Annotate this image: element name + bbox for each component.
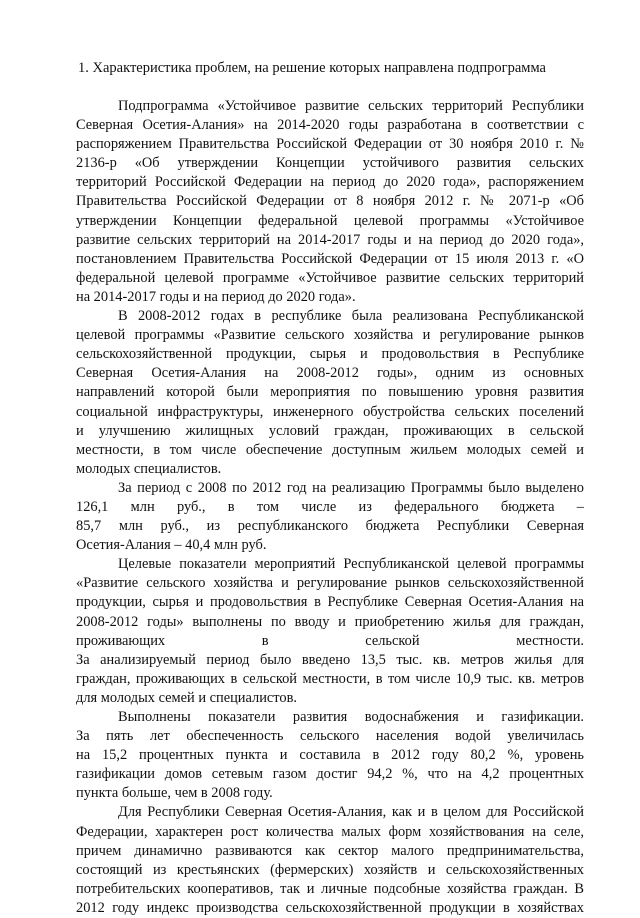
text-line: территорий Российской Федерации на период до 2020 года», распоряжением — [76, 174, 584, 191]
text-line: Осетия-Алания – 40,4 млн руб. — [76, 537, 267, 554]
text-line: 85,7 млн руб., из республиканского бюджета Республики Северная — [76, 518, 584, 535]
text-line: на 15,2 процентных пункта и составила в 2012 году 80,2 %, уровень — [76, 747, 584, 764]
text-line: проживающих в сельской местности. — [76, 632, 584, 649]
text-line: Правительства Российской Федерации от 8 ноября 2012 г. № 2071-р «Об — [76, 193, 584, 210]
text-line: молодых специалистов. — [76, 460, 222, 477]
text-line: За пять лет обеспеченность сельского населения водой увеличилась — [76, 728, 584, 745]
text-line: 2008-2012 годы» выполнены по вводу и приобретению жилья для граждан, — [76, 613, 584, 630]
document-body — [76, 97, 584, 918]
section-heading: 1. Характеристика проблем, на решение которых направлена подпрограмма — [78, 60, 546, 76]
text-line: За период с 2008 по 2012 год на реализацию Программы было выделено — [118, 479, 584, 496]
paragraph-4 — [76, 555, 584, 708]
text-line: для молодых семей и специалистов. — [76, 689, 297, 706]
text-line: газификации домов сетевым газом достиг 94,2 %, что на 4,2 процентных — [76, 766, 584, 783]
text-line: 126,1 млн руб., в том числе из федерального бюджета – — [76, 498, 584, 515]
text-line: В 2008-2012 годах в республике была реализована Республиканской — [118, 308, 584, 325]
text-line: пункта больше, чем в 2008 году. — [76, 785, 273, 802]
text-line: Целевые показатели мероприятий Республиканской целевой программы — [118, 556, 584, 573]
text-line: За анализируемый период было введено 13,5 тыс. кв. метров жилья для — [76, 651, 584, 668]
text-line: 2136-р «Об утверждении Концепции устойчивого развития сельских — [76, 155, 584, 172]
text-line: «Развитие сельского хозяйства и регулирование рынков сельскохозяйственной — [76, 575, 584, 592]
paragraph-2 — [76, 307, 584, 479]
text-line: развитие сельских территорий на 2014-2017 годы и на период до 2020 года», — [76, 231, 584, 248]
paragraph-6 — [76, 803, 584, 918]
text-line: направлений которой были мероприятия по повышению уровня развития — [76, 384, 584, 401]
text-line: и улучшению жилищных условий граждан, проживающих в сельской — [76, 422, 584, 439]
text-line: причем динамично развиваются как сектор малого предпринимательства, — [76, 842, 584, 859]
text-line: социальной инфраструктуры, инженерного обустройства сельских поселений — [76, 403, 584, 420]
text-line: Выполнены показатели развития водоснабжения и газификации. — [118, 709, 584, 725]
text-line: 2012 году индекс производства сельскохозяйственной продукции в хозяйствах — [76, 899, 584, 916]
text-line: граждан, проживающих в сельской местности, в том числе 10,9 тыс. кв. метров — [76, 670, 584, 687]
text-line: Северная Осетия-Алания на 2008-2012 годы», одним из основных — [76, 365, 584, 382]
text-line: федеральной целевой программе «Устойчивое развитие сельских территорий — [76, 269, 584, 286]
text-line: Северная Осетия-Алания» на 2014-2020 годы разработана в соответствии с — [76, 117, 584, 134]
text-line: утверждении Концепции федеральной целевой программы «Устойчивое — [76, 212, 584, 229]
text-line: потребительских кооперативов, так и личные подсобные хозяйства граждан. В — [76, 880, 584, 897]
text-line: Подпрограмма «Устойчивое развитие сельских территорий Республики — [118, 98, 584, 114]
text-line: целевой программы «Развитие сельского хозяйства и регулирование рынков — [76, 327, 584, 344]
paragraph-5 — [76, 708, 584, 803]
text-line: Для Республики Северная Осетия-Алания, как и в целом для Российской — [118, 804, 584, 821]
text-line: местности, в том числе обеспечение доступным жильем молодых семей и — [76, 441, 584, 458]
text-line: Федерации, характерен рост количества малых форм хозяйствования на селе, — [76, 823, 584, 840]
text-line: состоящий из крестьянских (фермерских) хозяйств и сельскохозяйственных — [76, 861, 584, 878]
text-line: на 2014-2017 годы и на период до 2020 года». — [76, 288, 356, 305]
paragraph-3 — [76, 479, 584, 555]
text-line: сельскохозяйственной продукции, сырья и продовольствия в Республике — [76, 346, 584, 363]
paragraph-1 — [76, 97, 584, 307]
text-line: постановлением Правительства Российской Федерации от 15 июля 2013 г. «О — [76, 250, 584, 267]
text-line: распоряжением Правительства Российской Федерации от 30 ноября 2010 г. № — [76, 136, 584, 153]
text-line: продукции, сырья и продовольствия в Республике Северная Осетия-Алания на — [76, 594, 584, 611]
